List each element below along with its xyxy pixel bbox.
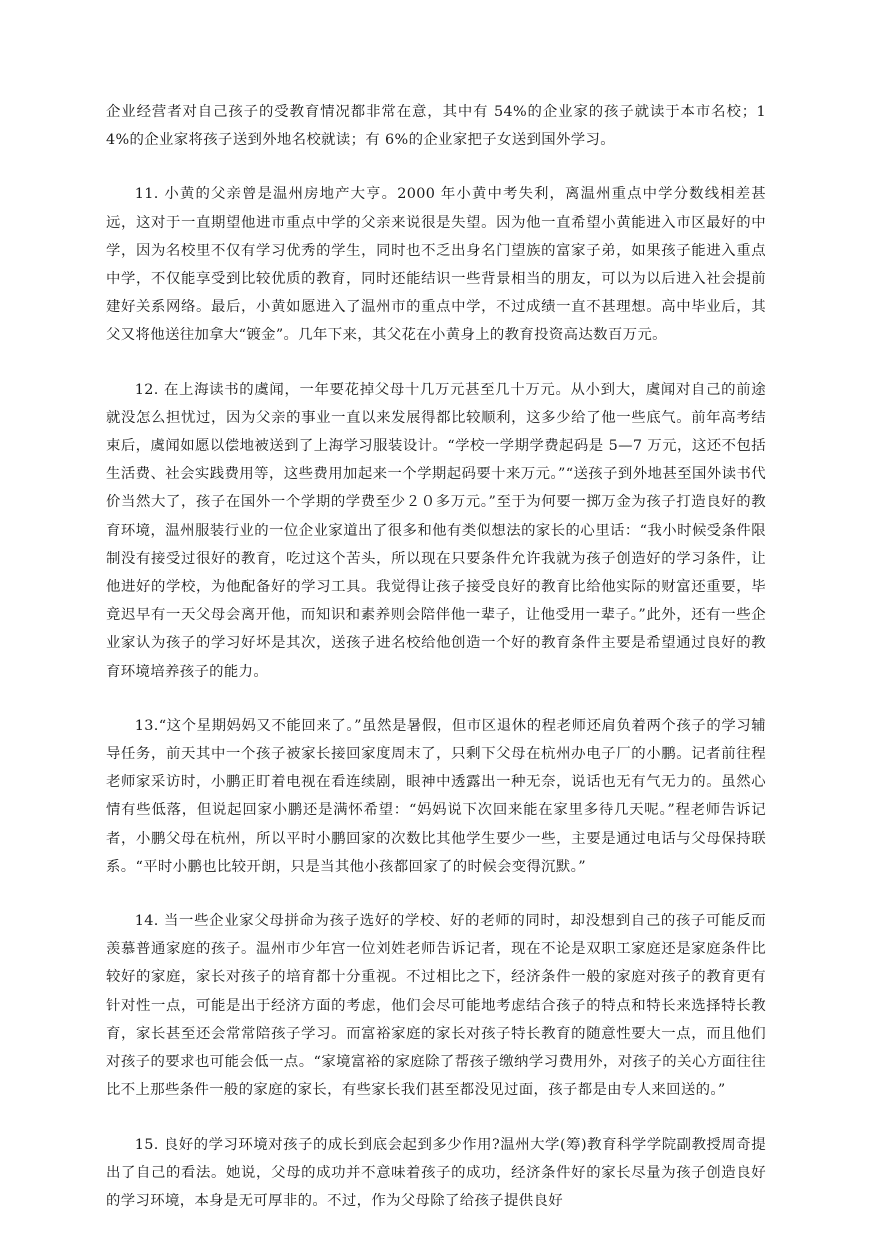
paragraph-number: 12. [134,381,159,398]
paragraph-text: “这个星期妈妈又不能回来了。”虽然是暑假，但市区退休的程老师还肩负着两个孩子的学习辅导任务，前天其中一个孩子被家长接回家度周末了，只剩下父母在杭州办电子厂的小鹏。记者前往程老师家采访时，小鹏正盯着电视在看连续剧，眼神中透露出一种无奈，说话也无有气无力的。虽然心情有些低落，但说起回家小鹏还是满怀希望：“妈妈说下次回来能在家里多待几天呢。”程老师告诉记者，小鹏父母在杭州，所以平时小鹏回家的次数比其他学生要少一些，主要是通过电话与父母保持联系。“平时小鹏也比较开朗，只是当其他小孩都回家了的时候会变得沉默。” [106,717,766,875]
paragraph-text: 企业经营者对自己孩子的受教育情况都非常在意，其中有 54%的企业家的孩子就读于本市名校；14%的企业家将孩子送到外地名校就读；有 6%的企业家把子女送到国外学习。 [106,104,766,149]
paragraph-15 [106,1131,766,1216]
paragraph-intro [106,98,766,154]
paragraph-number: 11. [134,186,159,203]
paragraph-14 [106,907,766,1104]
paragraph-text: 当一些企业家父母拼命为孩子选好的学校、好的老师的同时，却没想到自己的孩子可能反而羡慕普通家庭的孩子。温州市少年宫一位刘姓老师告诉记者，现在不论是双职工家庭还是家庭条件比较好的家庭，家长对孩子的培育都十分重视。不过相比之下，经济条件一般的家庭对孩子的教育更有针对性一点，可能是出于经济方面的考虑，他们会尽可能地考虑结合孩子的特点和特长来选择特长教育，家长甚至还会常常陪孩子学习。而富裕家庭的家长对孩子特长教育的随意性要大一点，而且他们对孩子的要求也可能会低一点。“家境富裕的家庭除了帮孩子缴纳学习费用外，对孩子的关心方面往往比不上那些条件一般的家庭的家长，有些家长我们甚至都没见过面，孩子都是由专人来回送的。” [106,913,766,1099]
document-body [106,98,766,1241]
paragraph-13 [106,712,766,881]
paragraph-number: 15. [134,1136,159,1153]
paragraph-11 [106,180,766,349]
paragraph-12 [106,376,766,686]
paragraph-text: 良好的学习环境对孩子的成长到底会起到多少作用?温州大学(筹)教育科学学院副教授周奇提出了自己的看法。她说，父母的成功并不意味着孩子的成功，经济条件好的家长尽量为孩子创造良好的学习环境，本身是无可厚非的。不过，作为父母除了给孩子提供良好 [106,1136,766,1209]
paragraph-number: 14. [134,913,159,930]
paragraph-text: 小黄的父亲曾是温州房地产大亨。2000 年小黄中考失利，离温州重点中学分数线相差甚远，这对于一直期望他进市重点中学的父亲来说很是失望。因为他一直希望小黄能进入市区最好的中学，因为名校里不仅有学习优秀的学生，同时也不乏出身名门望族的富家子弟，如果孩子能进入重点中学，不仅能享受到比较优质的教育，同时还能结识一些背景相当的朋友，可以为以后进入社会提前建好关系网络。最后，小黄如愿进入了温州市的重点中学，不过成绩一直不甚理想。高中毕业后，其父又将他送往加拿大“镀金”。几年下来，其父花在小黄身上的教育投资高达数百万元。 [106,186,766,344]
paragraph-text: 在上海读书的虞闻，一年要花掉父母十几万元甚至几十万元。从小到大，虞闻对自己的前途就没怎么担忧过，因为父亲的事业一直以来发展得都比较顺利，这多少给了他一些底气。前年高考结束后，虞闻如愿以偿地被送到了上海学习服装设计。“学校一学期学费起码是 5—7 万元，这还不包括生活费、社会实践费用等，这些费用加起来一个学期起码要十来万元。”“送孩子到外地甚至国外读书代价当然大了，孩子在国外一个学期的学费至少２０多万元。”至于为何要一掷万金为孩子打造良好的教育环境，温州服装行业的一位企业家道出了很多和他有类似想法的家长的心里话：“我小时候受条件限制没有接受过很好的教育，吃过这个苦头，所以现在只要条件允许我就为孩子创造好的学习条件，让他进好的学校，为他配备好的学习工具。我觉得让孩子接受良好的教育比给他实际的财富还重要，毕竟迟早有一天父母会离开他，而知识和素养则会陪伴他一辈子，让他受用一辈子。”此外，还有一些企业家认为孩子的学习好坏是其次，送孩子进名校给他创造一个好的教育条件主要是希望通过良好的教育环境培养孩子的能力。 [106,381,766,680]
paragraph-number: 13. [134,717,159,734]
